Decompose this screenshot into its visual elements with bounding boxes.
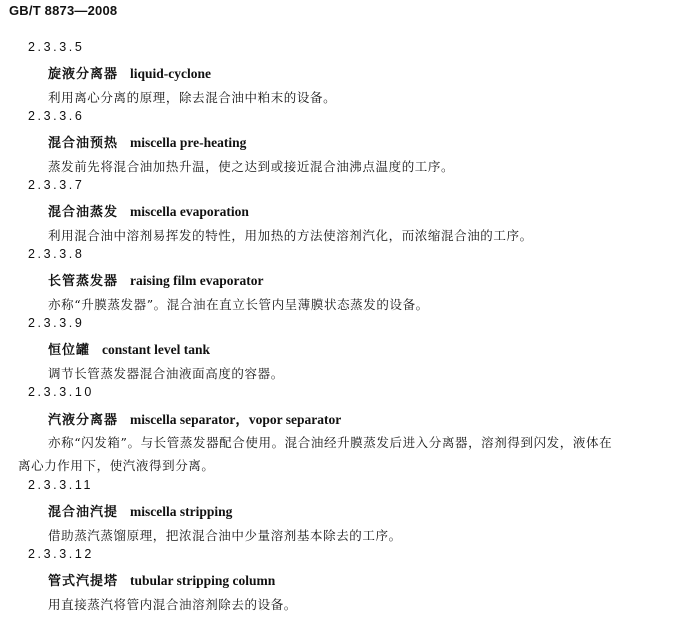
term-heading xyxy=(48,570,275,589)
clause-number: 2.3.3.7 xyxy=(28,178,85,192)
term-definition: 调节长管蒸发器混合油液面高度的容器。 xyxy=(48,366,284,381)
term-chinese: 汽液分离器 xyxy=(48,413,119,428)
term-heading xyxy=(48,408,341,428)
term-definition: 借助蒸汽蒸馏原理，把浓混合油中少量溶剂基本除去的工序。 xyxy=(48,528,402,543)
term-english: miscella evaporation xyxy=(130,204,249,219)
clause-number: 2.3.3.11 xyxy=(28,478,94,492)
term-chinese: 恒位罐 xyxy=(48,343,91,358)
term-heading xyxy=(48,501,232,520)
term-heading xyxy=(48,132,246,151)
clause-number: 2.3.3.6 xyxy=(28,109,85,123)
term-definition: 利用离心分离的原理，除去混合油中粕末的设备。 xyxy=(48,90,337,105)
clause-number: 2.3.3.9 xyxy=(28,316,85,330)
definition-line-2: 离心力作用下，使汽液得到分离。 xyxy=(18,458,215,473)
term-english: constant level tank xyxy=(102,342,211,357)
term-chinese: 长管蒸发器 xyxy=(48,274,119,289)
clause-number: 2.3.3.10 xyxy=(28,385,94,399)
term-chinese: 混合油汽提 xyxy=(48,505,119,520)
term-chinese: 管式汽提塔 xyxy=(48,574,119,589)
term-chinese: 旋液分离器 xyxy=(48,67,119,82)
term-english: liquid-cyclone xyxy=(130,66,212,81)
standard-code-header: GB/T 8873—2008 xyxy=(9,3,118,18)
term-heading xyxy=(48,339,210,358)
term-chinese: 混合油蒸发 xyxy=(48,205,119,220)
term-heading xyxy=(48,201,249,220)
term-heading xyxy=(48,270,264,289)
term-definition xyxy=(18,431,674,477)
clause-number: 2.3.3.8 xyxy=(28,247,85,261)
definition-line-1: 亦称“闪发箱”。与长管蒸发器配合使用。混合油经升膜蒸发后进入分离器，溶剂得到闪发，液体在 xyxy=(48,435,613,450)
term-definition: 蒸发前先将混合油加热升温，使之达到或接近混合油沸点温度的工序。 xyxy=(48,159,455,174)
term-english: tubular stripping column xyxy=(130,573,276,588)
term-chinese: 混合油预热 xyxy=(48,136,119,151)
term-english: miscella separator，vopor separator xyxy=(130,412,342,427)
term-definition: 亦称“升膜蒸发器”。混合油在直立长管内呈薄膜状态蒸发的设备。 xyxy=(48,297,429,312)
clause-number: 2.3.3.5 xyxy=(28,40,85,54)
term-english: raising film evaporator xyxy=(130,273,264,288)
term-english: miscella stripping xyxy=(130,504,233,519)
term-definition: 用直接蒸汽将管内混合油溶剂除去的设备。 xyxy=(48,597,297,612)
clause-number: 2.3.3.12 xyxy=(28,547,94,561)
term-english: miscella pre-heating xyxy=(130,135,247,150)
term-definition: 利用混合油中溶剂易挥发的特性，用加热的方法使溶剂汽化，而浓缩混合油的工序。 xyxy=(48,228,533,243)
term-heading xyxy=(48,63,211,82)
